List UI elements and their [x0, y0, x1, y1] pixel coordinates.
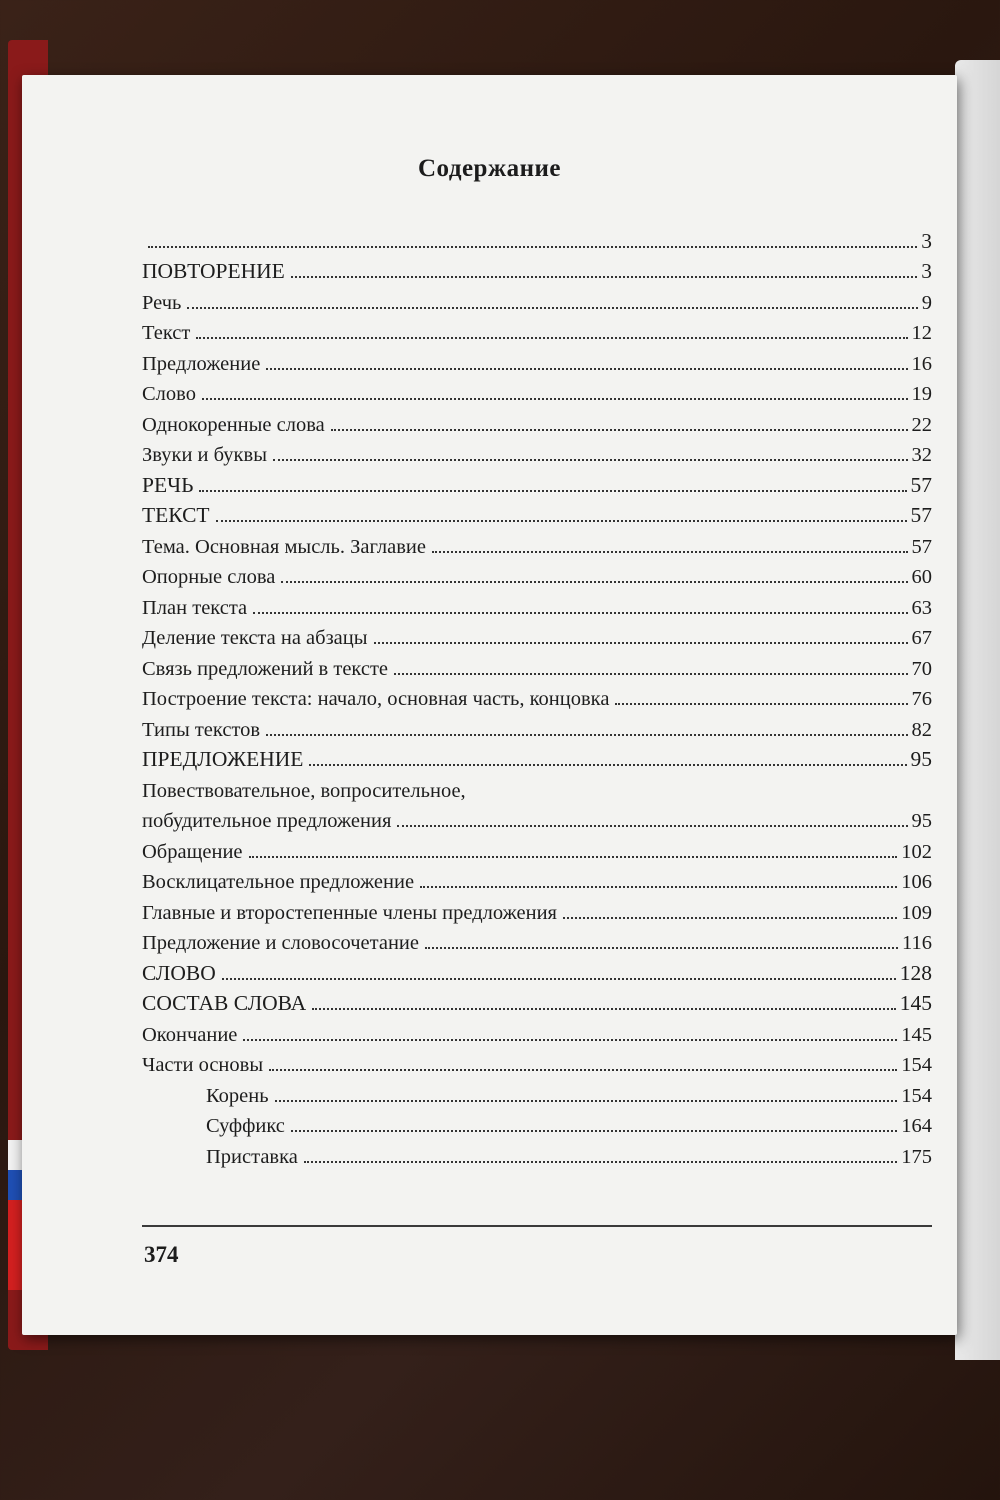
toc-entry-label: Повествовательное, вопросительное, — [142, 779, 466, 802]
toc-leader-dots — [281, 581, 907, 583]
toc-entry-label: Предложение и словосочетание — [142, 932, 419, 955]
toc-entry-page: 3 — [921, 228, 932, 253]
toc-leader-dots — [266, 734, 907, 736]
toc-entry-page: 154 — [901, 1054, 932, 1077]
toc-entry — [142, 620, 932, 651]
toc-entry-page: 57 — [911, 535, 932, 558]
toc-entry — [142, 650, 932, 681]
toc-entry-page: 67 — [911, 627, 932, 650]
toc-entry-label: побудительное предложения — [142, 810, 392, 833]
toc-leader-dots — [309, 764, 906, 766]
toc-leader-dots — [187, 307, 917, 309]
toc-entry — [142, 894, 932, 925]
book-page — [22, 75, 957, 1335]
toc-leader-dots — [202, 398, 908, 400]
toc-entry — [142, 1108, 932, 1139]
toc-entry — [142, 742, 932, 773]
toc-entry — [142, 498, 932, 529]
toc-entry-label: Звуки и буквы — [142, 444, 267, 467]
toc-entry-label: Главные и второстепенные члены предложения — [142, 901, 557, 924]
toc-entry — [142, 406, 932, 437]
flag-stripe-red — [8, 1200, 22, 1290]
toc-entry-label: Деление текста на абзацы — [142, 627, 368, 650]
toc-entry-page: 154 — [901, 1084, 932, 1107]
toc-entry-page: 95 — [910, 747, 932, 772]
toc-entry-label: ПРЕДЛОЖЕНИЕ — [142, 747, 304, 772]
toc-entry-page: 60 — [911, 566, 932, 589]
flag-stripe-white — [8, 1140, 22, 1170]
toc-entry — [142, 1047, 932, 1078]
toc-entry — [142, 803, 932, 834]
toc-entry — [142, 528, 932, 559]
toc-entry-page: 109 — [901, 901, 932, 924]
toc-entry-page: 12 — [911, 322, 932, 345]
toc-entry-page: 19 — [911, 383, 932, 406]
toc-leader-dots — [304, 1161, 897, 1163]
toc-entry-label: ПОВТОРЕНИЕ — [142, 259, 285, 284]
toc-entry — [142, 559, 932, 590]
toc-entry — [142, 864, 932, 895]
toc-leader-dots — [291, 1130, 897, 1132]
toc-leader-dots — [243, 1039, 897, 1041]
toc-entry-page: 16 — [911, 352, 932, 375]
toc-leader-dots — [148, 246, 917, 248]
toc-leader-dots — [249, 856, 898, 858]
toc-entry-page: 106 — [901, 871, 932, 894]
toc-leader-dots — [331, 429, 908, 431]
toc-entry-label: Однокоренные слова — [142, 413, 325, 436]
toc-leader-dots — [273, 459, 908, 461]
toc-entry-page: 175 — [901, 1145, 932, 1168]
facing-page-edge — [955, 60, 1000, 1360]
toc-entry-page: 128 — [899, 960, 932, 985]
toc-leader-dots — [222, 978, 896, 980]
toc-entry — [142, 681, 932, 712]
toc-entry-label: Приставка — [206, 1145, 298, 1168]
toc-leader-dots — [266, 368, 907, 370]
toc-leader-dots — [425, 947, 898, 949]
toc-entry — [142, 315, 932, 346]
toc-entry-label: Речь — [142, 291, 182, 314]
toc-leader-dots — [374, 642, 908, 644]
toc-entry — [142, 1077, 932, 1108]
toc-entry — [142, 1138, 932, 1169]
toc-entry — [142, 925, 932, 956]
toc-entry — [142, 284, 932, 315]
toc-leader-dots — [216, 520, 907, 522]
toc-leader-dots — [269, 1069, 897, 1071]
toc-entry-label: Обращение — [142, 840, 243, 863]
toc-entry-page: 76 — [911, 688, 932, 711]
toc-entry — [142, 437, 932, 468]
footer-rule — [142, 1225, 932, 1227]
toc-entry-page: 145 — [899, 991, 932, 1016]
toc-leader-dots — [563, 917, 897, 919]
toc-entry-page: 145 — [901, 1023, 932, 1046]
toc-entry-label: План текста — [142, 596, 248, 619]
toc-entry-label: Окончание — [142, 1023, 238, 1046]
toc-entry-label: Предложение — [142, 352, 261, 375]
toc-entry-page: 63 — [911, 596, 932, 619]
toc-entry — [142, 833, 932, 864]
toc-entry-page: 95 — [911, 810, 932, 833]
toc-leader-dots — [394, 673, 907, 675]
toc-entry-label: Опорные слова — [142, 566, 276, 589]
toc-entry — [142, 711, 932, 742]
toc-entry-page: 3 — [921, 259, 932, 284]
toc-leader-dots — [199, 490, 906, 492]
page-title: Содержание — [417, 155, 561, 182]
toc-entry — [142, 223, 932, 254]
toc-entry-page: 9 — [921, 291, 932, 314]
toc-leader-dots — [420, 886, 897, 888]
toc-leader-dots — [196, 337, 907, 339]
toc-entry-label: Восклицательное предложение — [142, 871, 415, 894]
flag-stripe-blue — [8, 1170, 22, 1200]
toc-entry-page: 70 — [911, 657, 932, 680]
toc-entry-page: 82 — [911, 718, 932, 741]
toc-entry-label: Построение текста: начало, основная часть, концовка — [142, 688, 610, 711]
toc-entry-label: ТЕКСТ — [142, 503, 210, 528]
toc-leader-dots — [275, 1100, 898, 1102]
toc-entry-label: СЛОВО — [142, 960, 216, 985]
toc-entry-label: Корень — [206, 1084, 269, 1107]
page-number: 374 — [144, 1242, 179, 1267]
toc-entry-label: РЕЧЬ — [142, 472, 194, 497]
toc-entry-label: Типы текстов — [142, 718, 261, 741]
toc-entry — [142, 254, 932, 285]
toc-entry-page: 102 — [901, 840, 932, 863]
table-of-contents — [142, 223, 932, 1169]
toc-leader-dots — [291, 276, 917, 278]
toc-leader-dots — [253, 612, 907, 614]
toc-entry-page: 57 — [910, 503, 932, 528]
toc-entry-page: 32 — [911, 444, 932, 467]
toc-entry — [142, 986, 932, 1017]
toc-entry — [142, 467, 932, 498]
toc-entry — [142, 1016, 932, 1047]
toc-entry-page: 57 — [910, 472, 932, 497]
toc-entry — [142, 772, 932, 803]
toc-entry-page: 116 — [902, 932, 932, 955]
toc-entry — [142, 589, 932, 620]
toc-entry-label: Части основы — [142, 1054, 264, 1077]
toc-entry-label: Связь предложений в тексте — [142, 657, 389, 680]
toc-entry-label: Слово — [142, 383, 196, 406]
toc-entry — [142, 376, 932, 407]
toc-entry-label: Суффикс — [206, 1115, 285, 1138]
toc-leader-dots — [432, 551, 908, 553]
toc-entry-page: 22 — [911, 413, 932, 436]
toc-leader-dots — [312, 1008, 896, 1010]
toc-entry — [142, 955, 932, 986]
toc-leader-dots — [615, 703, 907, 705]
toc-entry-label: Текст — [142, 322, 191, 345]
toc-entry — [142, 345, 932, 376]
toc-entry-label: Тема. Основная мысль. Заглавие — [142, 535, 426, 558]
toc-entry-label: СОСТАВ СЛОВА — [142, 991, 307, 1016]
toc-entry-page: 164 — [901, 1115, 932, 1138]
toc-leader-dots — [397, 825, 907, 827]
